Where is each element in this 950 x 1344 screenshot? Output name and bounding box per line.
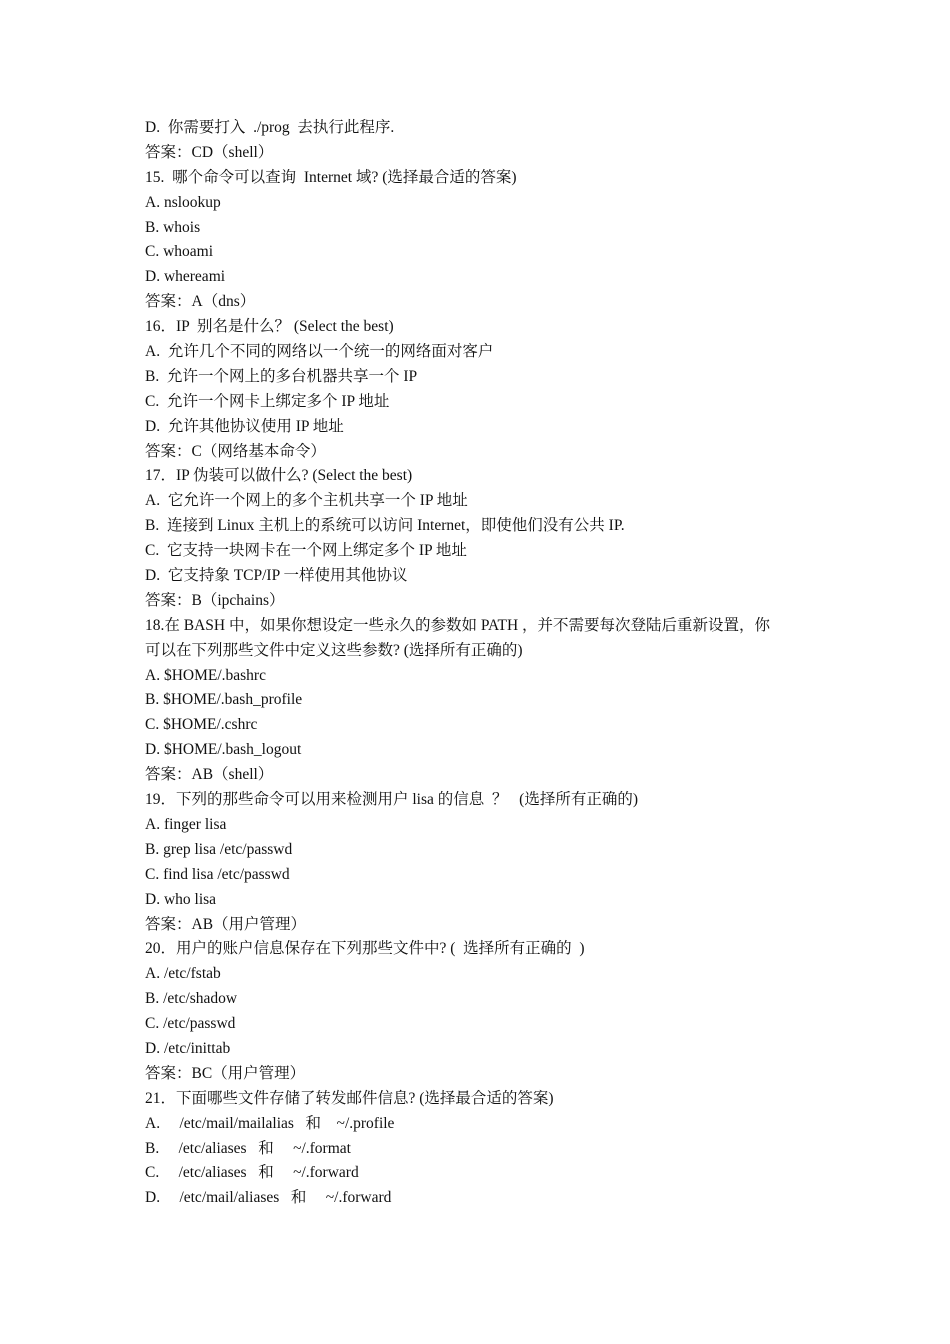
text-line-question-21: 21．下面哪些文件存储了转发邮件信息? (选择最合适的答案) (145, 1089, 554, 1107)
text-line-answer-17: 答案：B（ipchains） (145, 591, 285, 609)
text-line-question-16: 16．IP 别名是什么？ (Select the best) (145, 318, 394, 336)
text-line-q16-option-c: C. 允许一个网卡上绑定多个 IP 地址 (145, 392, 390, 410)
text-line-q17-option-d: D. 它支持象 TCP/IP 一样使用其他协议 (145, 567, 408, 585)
text-line-q21-option-c: C. /etc/aliases 和 ~/.forward (145, 1164, 359, 1182)
text-line-question-15: 15. 哪个命令可以查询 Internet 域? (选择最合适的答案) (145, 168, 517, 186)
text-line-q19-option-c: C. find lisa /etc/passwd (145, 865, 290, 883)
text-line-question-18-part2: 可以在下列那些文件中定义这些参数? (选择所有正确的) (145, 641, 523, 659)
text-line-q15-option-c: C. whoami (145, 243, 214, 261)
text-line-question-20: 20．用户的账户信息保存在下列那些文件中? ( 选择所有正确的 ) (145, 940, 585, 958)
text-line-answer-15: 答案：A（dns） (145, 293, 256, 311)
text-line-q15-option-a: A. nslookup (145, 193, 221, 211)
text-line-q18-option-b: B. $HOME/.bash_profile (145, 691, 303, 709)
text-line-q15-option-d: D. whereami (145, 268, 226, 286)
text-line-q19-option-b: B. grep lisa /etc/passwd (145, 840, 293, 858)
text-line-q19-option-d: D. who lisa (145, 890, 217, 908)
text-line-question-17: 17．IP 伪装可以做什么? (Select the best) (145, 467, 413, 485)
text-line-q18-option-c: C. $HOME/.cshrc (145, 716, 258, 734)
document-body (145, 116, 825, 1211)
text-line-answer-14: 答案：CD（shell） (145, 143, 274, 161)
text-line-q21-option-d: D. /etc/mail/aliases 和 ~/.forward (145, 1189, 392, 1207)
text-line-answer-19: 答案：AB（用户管理） (145, 915, 307, 933)
text-line-q15-option-b: B. whois (145, 218, 201, 236)
text-line-q17-option-b: B. 连接到 Linux 主机上的系统可以访问 Internet，即使他们没有公共 IP. (145, 517, 625, 535)
text-line-q16-option-b: B. 允许一个网上的多台机器共享一个 IP (145, 367, 418, 385)
text-line-q17-option-a: A. 它允许一个网上的多个主机共享一个 IP 地址 (145, 492, 468, 510)
text-line-answer-16: 答案：C（网络基本命令） (145, 442, 326, 460)
text-line-q20-option-b: B. /etc/shadow (145, 990, 238, 1008)
text-line-q21-option-a: A. /etc/mail/mailalias 和 ~/.profile (145, 1114, 395, 1132)
text-line-q18-option-a: A. $HOME/.bashrc (145, 666, 266, 684)
text-line-question-19: 19．下列的那些命令可以用来检测用户 lisa 的信息 ？ (选择所有正确的) (145, 791, 638, 809)
text-line-q20-option-d: D. /etc/inittab (145, 1039, 231, 1057)
text-line-q18-option-d: D. $HOME/.bash_logout (145, 741, 302, 759)
text-line-q21-option-b: B. /etc/aliases 和 ~/.format (145, 1139, 351, 1157)
text-line-question-18-part1: 18.在 BASH 中，如果你想设定一些永久的参数如 PATH ，并不需要每次登陆后重新设置，你 (145, 616, 771, 634)
text-line-q19-option-a: A. finger lisa (145, 815, 227, 833)
text-line-q17-option-c: C. 它支持一块网卡在一个网上绑定多个 IP 地址 (145, 542, 467, 560)
text-line-option-d-prog: D. 你需要打入 ./prog 去执行此程序. (145, 119, 395, 136)
text-line-q16-option-a: A. 允许几个不同的网络以一个统一的网络面对客户 (145, 343, 494, 361)
text-line-q20-option-c: C. /etc/passwd (145, 1015, 236, 1033)
text-line-q20-option-a: A. /etc/fstab (145, 965, 221, 983)
text-line-answer-20: 答案：BC（用户管理） (145, 1064, 306, 1082)
text-line-answer-18: 答案：AB（shell） (145, 766, 274, 784)
text-line-q16-option-d: D. 允许其他协议使用 IP 地址 (145, 417, 344, 435)
